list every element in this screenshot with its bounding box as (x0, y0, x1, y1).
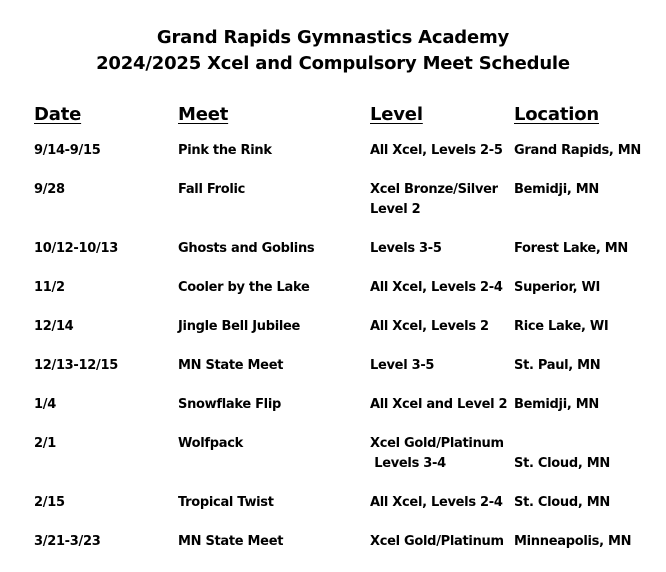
row-location: Rice Lake, WI (514, 319, 609, 334)
row-location: Superior, WI (514, 280, 601, 295)
row-meet: Pink the Rink (178, 143, 272, 158)
row-level: All Xcel, Levels 2-4 (370, 280, 503, 295)
row-meet: MN State Meet (178, 358, 284, 373)
row-meet: Ghosts and Goblins (178, 241, 315, 256)
row-location: Bemidji, MN (514, 182, 599, 197)
row-location: Forest Lake, MN (514, 241, 628, 256)
row-level-line2: Level 2 (370, 202, 421, 217)
row-date: 12/13-12/15 (34, 358, 118, 373)
row-meet: Jingle Bell Jubilee (178, 319, 301, 334)
row-date: 1/4 (34, 397, 56, 412)
row-date: 10/12-10/13 (34, 241, 118, 256)
row-location: St. Paul, MN (514, 358, 601, 373)
row-meet: MN State Meet (178, 534, 284, 549)
column-header-date: Date (34, 104, 82, 125)
row-date: 2/15 (34, 495, 65, 510)
row-date: 11/2 (34, 280, 65, 295)
row-level: Level 3-5 (370, 358, 435, 373)
row-level-line2: Levels 3-4 (370, 456, 446, 471)
row-location: Bemidji, MN (514, 397, 599, 412)
row-level: Xcel Bronze/Silver (370, 182, 498, 197)
row-meet: Snowflake Flip (178, 397, 281, 412)
row-level: All Xcel, Levels 2 (370, 319, 489, 334)
row-level: Levels 3-5 (370, 241, 442, 256)
column-header-level: Level (370, 104, 423, 125)
row-date: 12/14 (34, 319, 74, 334)
row-location: Grand Rapids, MN (514, 143, 642, 158)
row-meet: Cooler by the Lake (178, 280, 310, 295)
column-header-meet: Meet (178, 104, 229, 125)
row-level-group (370, 434, 504, 474)
row-meet: Wolfpack (178, 436, 243, 451)
row-level: All Xcel, Levels 2-5 (370, 143, 503, 158)
row-date: 9/28 (34, 182, 65, 197)
row-meet: Tropical Twist (178, 495, 274, 510)
document-title: Grand Rapids Gymnastics Academy (156, 27, 510, 48)
row-location: St. Cloud, MN (514, 456, 610, 471)
row-level: Xcel Gold/Platinum (370, 534, 504, 549)
row-date: 3/21-3/23 (34, 534, 101, 549)
row-location: St. Cloud, MN (514, 495, 610, 510)
row-meet: Fall Frolic (178, 182, 246, 197)
row-date: 2/1 (34, 436, 56, 451)
document-subtitle: 2024/2025 Xcel and Compulsory Meet Schedule (96, 53, 570, 74)
row-level: Xcel Gold/Platinum (370, 436, 504, 451)
row-level-group (370, 180, 498, 220)
row-level: All Xcel and Level 2 (370, 397, 508, 412)
row-date: 9/14-9/15 (34, 143, 101, 158)
column-header-location: Location (514, 104, 600, 125)
row-level: All Xcel, Levels 2-4 (370, 495, 503, 510)
row-location: Minneapolis, MN (514, 534, 632, 549)
